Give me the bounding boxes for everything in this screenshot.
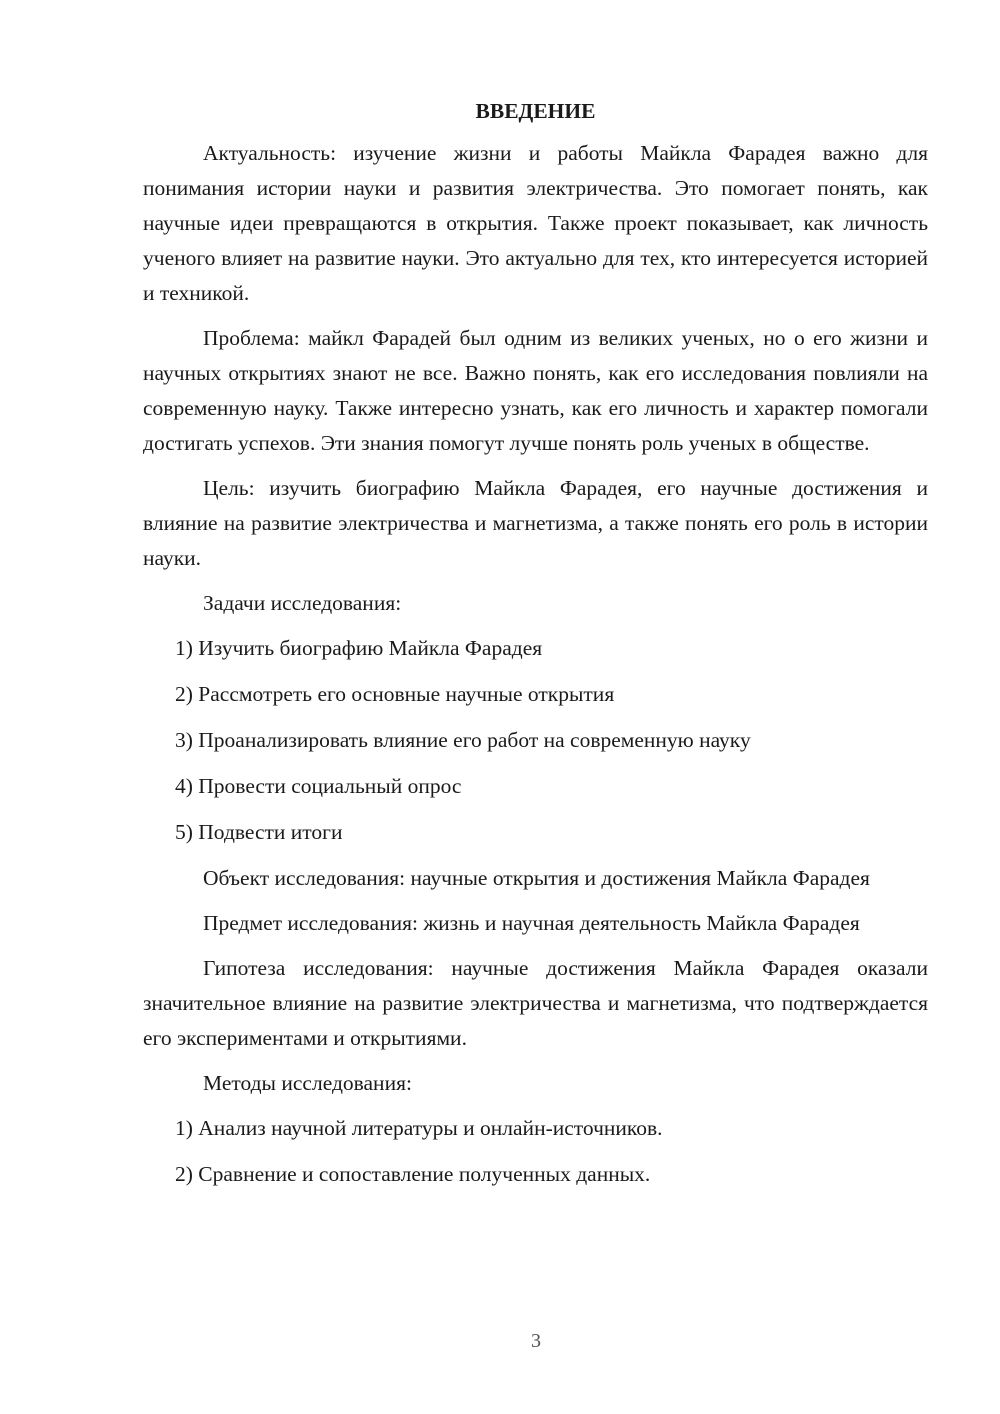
problem-paragraph: Проблема: майкл Фарадей был одним из великих ученых, но о его жизни и научных открытиях знают не все. Важно понять, как его исследования повлияли на современную науку. Также интересно узнать, как его личность и характер помогали достигать успехов. Эти знания помогут лучше понять роль ученых в обществе. [143, 326, 928, 455]
task-item: 4) Провести социальный опрос [175, 774, 462, 798]
task-item: 3) Проанализировать влияние его работ на современную науку [175, 728, 751, 752]
method-item: 1) Анализ научной литературы и онлайн-источников. [175, 1116, 663, 1140]
tasks-title: Задачи исследования: [203, 591, 402, 615]
method-item: 2) Сравнение и сопоставление полученных данных. [175, 1162, 651, 1186]
page-number: 3 [531, 1330, 541, 1352]
subject-paragraph: Предмет исследования: жизнь и научная деятельность Майкла Фарадея [203, 911, 860, 935]
section-heading: ВВЕДЕНИЕ [475, 99, 596, 123]
object-paragraph: Объект исследования: научные открытия и достижения Майкла Фарадея [203, 866, 870, 890]
hypothesis-paragraph: Гипотеза исследования: научные достижения Майкла Фарадея оказали значительное влияние на развитие электричества и магнетизма, что подтверждается его экспериментами и открытиями. [143, 956, 928, 1050]
task-item: 1) Изучить биографию Майкла Фарадея [175, 636, 543, 660]
task-item: 2) Рассмотреть его основные научные открытия [175, 682, 615, 706]
task-item: 5) Подвести итоги [175, 820, 343, 844]
goal-paragraph: Цель: изучить биографию Майкла Фарадея, его научные достижения и влияние на развитие электричества и магнетизма, а также понять его роль в истории науки. [143, 476, 928, 570]
relevance-paragraph: Актуальность: изучение жизни и работы Майкла Фарадея важно для понимания истории науки и развития электричества. Это помогает понять, как научные идеи превращаются в открытия. Также проект показывает, как личность ученого влияет на развитие науки. Это актуально для тех, кто интересуется историей и техникой. [143, 141, 928, 305]
methods-title: Методы исследования: [203, 1071, 412, 1095]
document-page [143, 96, 928, 1203]
